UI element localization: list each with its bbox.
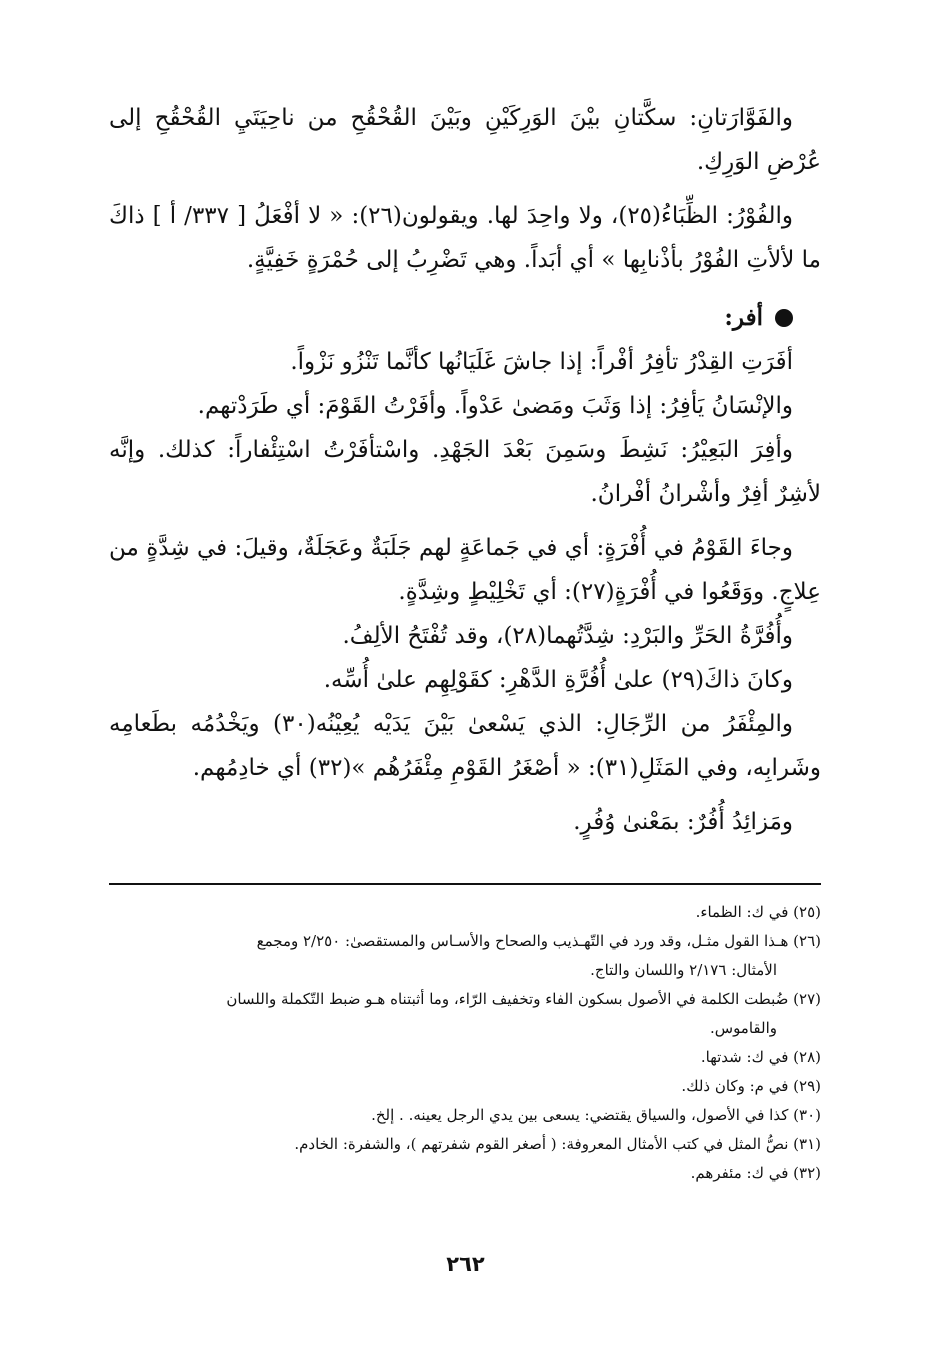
paragraph-alfawr: والفُوْرُ: الظِّبَاءُ(٢٥)، ولا واحِدَ لها. ويقولون(٢٦): « لا أفْعَلُ [ ٣٣٧/ أ ] ذاكَ ما لألأتِ الفُوْرُ بأذْنابِها » أي أبَداً. وهي تَضْرِبُ إلى حُمْرَةٍ خَفِيَّةٍ.	[109, 203, 821, 273]
footnote-number: (٢٧)	[793, 990, 821, 1008]
footnote-number: (٣٢)	[793, 1164, 821, 1182]
footnote-text: في ك: شدتها.	[700, 1048, 789, 1066]
footnote-text: في م: وكان ذلك.	[681, 1077, 789, 1095]
paragraph-mazaid: ومَزائِدُ أُفُرٌ: بمَعْنىٰ وُفُرٍ.	[573, 809, 793, 835]
main-text	[109, 96, 821, 844]
footnote-32	[109, 1159, 821, 1188]
paragraph-albair: وأفِرَ البَعِيْرُ: نَشِطَ وسَمِنَ بَعْدَ الجَهْدِ. واسْتأفَرْتُ اسْتِئْفاراً: كذلك. وإنَّه لأشِرٌ أفِرٌ وأشْرانُ أفْرانُ.	[109, 437, 821, 507]
paragraph-ufrah: وجاءَ القَوْمُ في أُفْرَةٍ: أي في جَماعَةٍ لهم جَلَبَةٌ وعَجَلَةٌ، وقيلَ: في شِدَّةٍ من عِلاجٍ. ووَقَعُوا في أُفْرَةٍ(٢٧): أي تَخْلِيْطٍ وشِدَّةٍ.	[109, 535, 821, 605]
paragraph-alfawwaratan: والفَوَّارَتانِ: سكَّتانِ بيْنَ الوَرِكَيْنِ وبَيْنَ القُحْقُحِ من ناحِيَتَيِ القُحْقُحِ إلى عُرْضِ الوَرِكِ.	[109, 105, 821, 175]
footnote-text: في ك: الظماء.	[695, 903, 789, 921]
footnote-text: نصُّ المثل في كتب الأمثال المعروفة: ( أصغر القوم شفرتهم )، والشفرة: الخادم.	[294, 1135, 789, 1153]
entry-heading-afr	[109, 296, 821, 340]
footnote-number: (٣٠)	[793, 1106, 821, 1124]
footnote-continuation: والقاموس.	[709, 1019, 777, 1037]
footnote-number: (٢٥)	[793, 903, 821, 921]
paragraph-alinsan: والإنْسَانُ يَأفِرُ: إذا وَثَبَ ومَضىٰ عَدْواً. وأفَرْتُ القَوْمَ: أي طَرَدْتهم.	[197, 393, 793, 419]
entry-heading-label: أفر:	[724, 304, 763, 331]
bullet-icon	[775, 309, 793, 327]
footnote-30	[109, 1101, 821, 1130]
footnote-number: (٣١)	[793, 1135, 821, 1153]
footnote-number: (٢٨)	[793, 1048, 821, 1066]
footnote-number: (٢٦)	[793, 932, 821, 950]
footnote-27	[109, 985, 821, 1043]
footnote-26	[109, 927, 821, 985]
paragraph-almifar: والمِئْفَرُ من الرِّجَالِ: الذي يَسْعىٰ بَيْنَ يَدَيْه يُعِيْنُه(٣٠) ويَخْدُمُه بطَعامِه وشَرابِه، وفي المَثَلِ(٣١): « أصْغَرُ القَوْمِ مِئْفَرُهُم »(٣٢) أي خادِمُهم.	[109, 711, 821, 781]
footnote-text: هـذا القول مثـل، وقد ورد في التّهـذيب والصحاح والأسـاس والمستقصىٰ: ٢/٢٥٠ ومجمع	[256, 932, 789, 950]
footnote-29	[109, 1072, 821, 1101]
paragraph-ufurrat-alharr: وأُفُرَّةُ الحَرِّ والبَرْدِ: شِدَّتُهما(٢٨)، وقد تُفْتَحُ الألِفُ.	[342, 623, 793, 649]
footnotes	[109, 898, 821, 1188]
paragraph-ufurrat-aldahr: وكانَ ذاكَ(٢٩) علىٰ أُفُرَّةِ الدَّهْرِ: كقَوْلِهِم علىٰ أُسِّه.	[323, 667, 793, 693]
paragraph-afarat-alqidr: أفَرَتِ القِدْرُ تأفِرُ أفْراً: إذا جاشَ غَلَيَانُها كأنَّما تَنْزُو نَزْواً.	[290, 349, 793, 375]
page-number: ٢٦٢	[446, 1252, 485, 1276]
footnote-31	[109, 1130, 821, 1159]
footnote-number: (٢٩)	[793, 1077, 821, 1095]
footnote-28	[109, 1043, 821, 1072]
footnote-text: كذا في الأصول، والسياق يقتضي: يسعى بين يدي الرجل يعينه. . إلخ.	[371, 1106, 789, 1124]
footnote-divider	[109, 883, 821, 885]
footnote-25	[109, 898, 821, 927]
footnote-text: في ك: مئفرهم.	[690, 1164, 789, 1182]
footnote-text: ضُبطت الكلمة في الأصول بسكون الفاء وتخفيف الرّاء، وما أثبتناه هـو ضبط التّكملة واللسان	[226, 990, 789, 1008]
footnote-continuation: الأمثال: ٢/١٧٦ واللسان والتاج.	[590, 961, 777, 979]
